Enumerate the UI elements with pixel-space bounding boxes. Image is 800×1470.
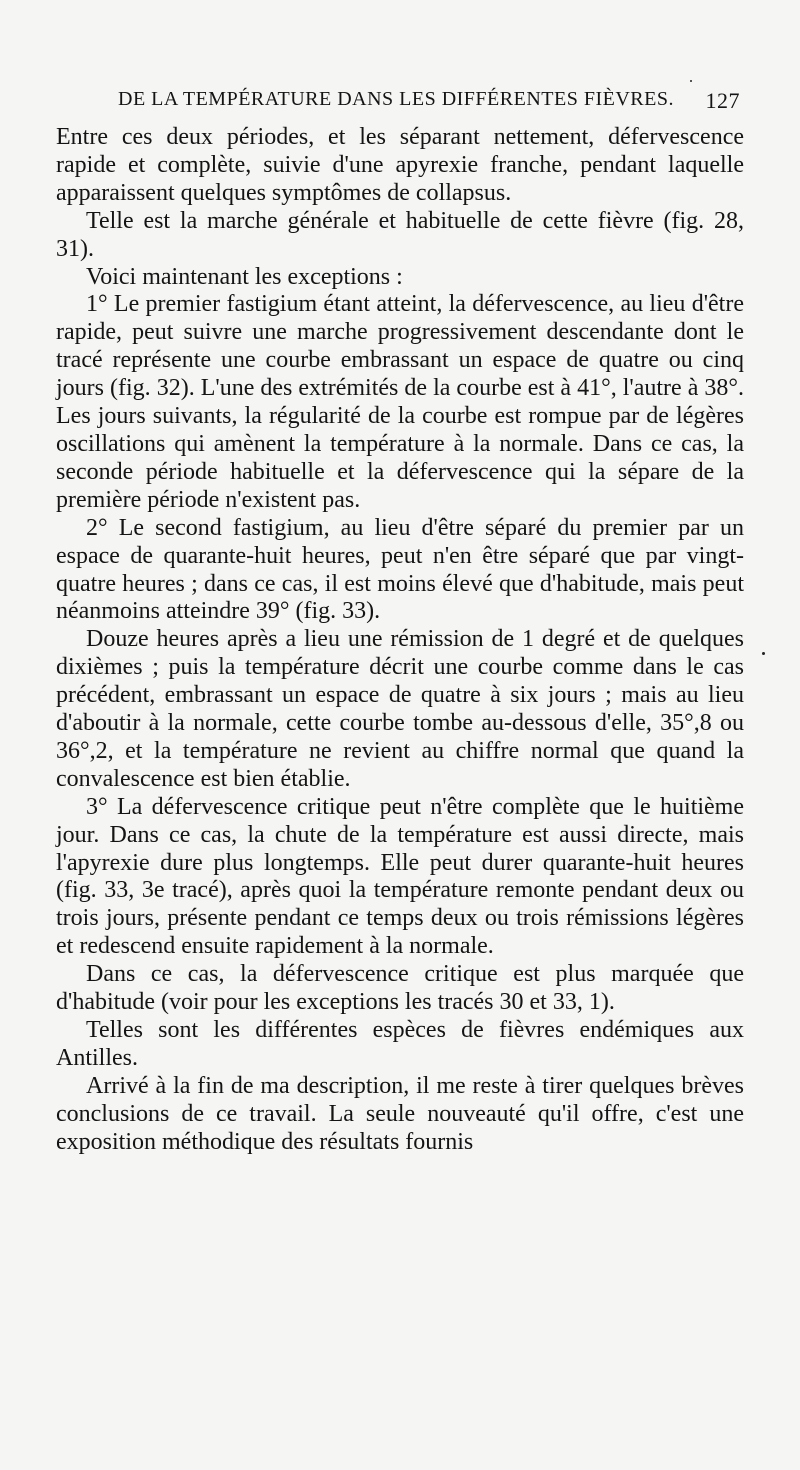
page-number: 127 [705, 88, 740, 113]
paragraph-defervescence-intro: Entre ces deux périodes, et les séparant nettement, défervescence rapide et complète, suivie d'une apyrexie franche, pendant laquelle apparaissent quelques symptômes de collapsus. [56, 124, 744, 206]
paragraph-exceptions-intro: Voici maintenant les exceptions : [86, 263, 403, 290]
paragraph-remission: Douze heures après a lieu une rémission de 1 degré et de quelques dixièmes ; puis la température décrit une courbe comme dans le cas précédent, embrassant un espace de quatre à six jours ; mais au lieu d'aboutir à la normale, cette courbe tombe au-dessous d'elle, 35°,8 ou 36°,2, et la température ne revient au chiffre normal que quand la convalescence est bien établie. [56, 626, 744, 792]
paragraph-conclusion-start: Arrivé à la fin de ma description, il me reste à tirer quelques brèves conclusions de ce travail. La seule nouveauté qu'il offre, c'est une exposition méthodique des résultats fournis [56, 1072, 744, 1155]
paragraph-general-course: Telle est la marche générale et habituelle de cette fièvre (fig. 28, 31). [56, 207, 744, 262]
paragraph-exception-one: 1° Le premier fastigium étant atteint, la défervescence, au lieu d'être rapide, peut suivre une marche progressivement descendante dont le tracé représente une courbe embrassant un espace de quatre ou cinq jours (fig. 32). L'une des extrémités de la courbe est à 41°, l'autre à 38°. Les jours suivants, la régularité de la courbe est rompue par de légères oscillations qui amènent la température à la normale. Dans ce cas, la seconde période habituelle et la défervescence qui la sépare de la première période n'existent pas. [56, 291, 744, 513]
paragraph-exception-three: 3° La défervescence critique peut n'être complète que le huitième jour. Dans ce cas, la chute de la température est aussi directe, mais l'apyrexie dure plus longtemps. Elle peut durer quarante-huit heures (fig. 33, 3e tracé), après quoi la température remonte pendant deux ou trois jours, présente pendant ce temps deux ou trois rémissions légères et redescend ensuite rapidement à la normale. [56, 793, 744, 960]
paragraph-exception-two: 2° Le second fastigium, au lieu d'être séparé du premier par un espace de quarante-huit heures, peut n'en être séparé que par vingt-quatre heures ; dans ce cas, il est moins élevé que d'habitude, mais peut néanmoins atteindre 39° (fig. 33). [56, 514, 744, 625]
running-header [118, 88, 750, 118]
paper-speck [762, 652, 765, 655]
body-text [56, 124, 744, 1157]
paragraph-fever-types: Telles sont les différentes espèces de fièvres endémiques aux Antilles. [56, 1017, 744, 1071]
paper-speck [690, 80, 692, 82]
paragraph-critical-defervescence: Dans ce cas, la défervescence critique est plus marquée que d'habitude (voir pour les exceptions les tracés 30 et 33, 1). [56, 961, 744, 1016]
running-header-title: DE LA TEMPÉRATURE DANS LES DIFFÉRENTES FIÈVRES. [118, 88, 674, 110]
